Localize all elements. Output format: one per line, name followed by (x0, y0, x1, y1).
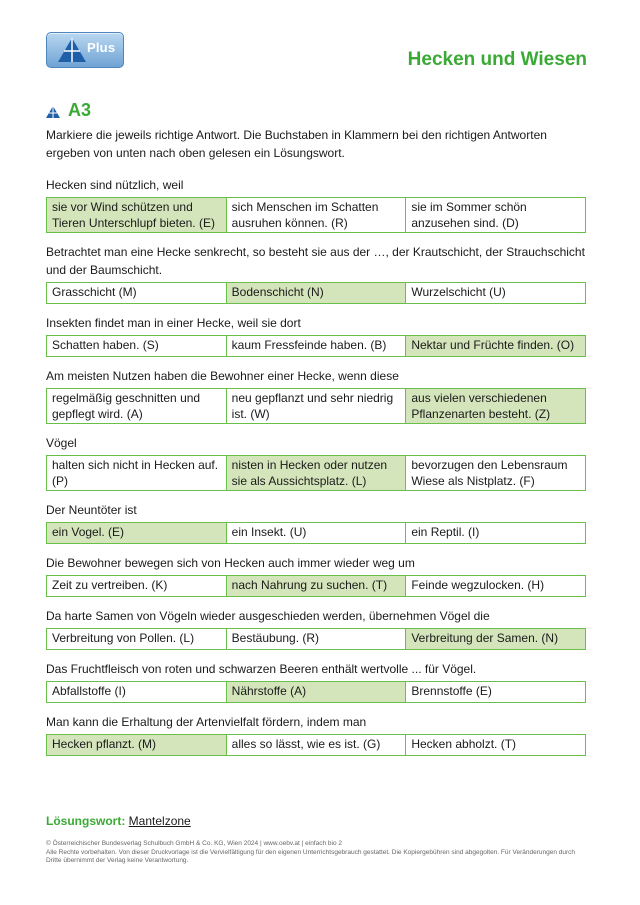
answer-row (46, 282, 586, 304)
answer-option[interactable]: sie im Sommer schön anzusehen sind. (D) (405, 198, 585, 232)
answer-option[interactable]: Zeit zu vertreiben. (K) (52, 578, 168, 592)
question-block (46, 554, 586, 597)
answer-option[interactable]: Grasschicht (M) (52, 285, 137, 299)
question-text: Insekten findet man in einer Hecke, weil sie dort (46, 316, 301, 330)
solution-word: Mantelzone (128, 814, 191, 828)
question-text: Am meisten Nutzen haben die Bewohner einer Hecke, wenn diese (46, 369, 399, 383)
answer-option-correct[interactable]: sie vor Wind schützen und Tieren Unterschlupf bieten. (E) (47, 198, 226, 232)
answer-option[interactable]: ein Reptil. (I) (405, 523, 585, 543)
answer-option[interactable]: Wurzelschicht (U) (405, 283, 585, 303)
page-title: Hecken und Wiesen (407, 49, 587, 70)
answer-row (46, 522, 586, 544)
answer-option-correct[interactable]: Nektar und Früchte finden. (O) (405, 336, 585, 356)
answer-option[interactable]: alles so lässt, wie es ist. (G) (226, 735, 406, 755)
question-text: Die Bewohner bewegen sich von Hecken auch immer wieder weg um (46, 556, 415, 570)
answer-option-correct[interactable]: ein Vogel. (E) (47, 523, 226, 543)
answer-row (46, 335, 586, 357)
question-list (46, 176, 586, 766)
answer-option[interactable]: halten sich nicht in Hecken auf. (P) (52, 458, 219, 488)
answer-option[interactable]: Brennstoffe (E) (405, 682, 585, 702)
answer-option-correct[interactable]: Bodenschicht (N) (226, 283, 406, 303)
logo-text: Plus (87, 40, 116, 55)
answer-option[interactable]: sich Menschen im Schatten ausruhen können. (R) (226, 198, 406, 232)
question-block (46, 501, 586, 544)
answer-row (46, 455, 586, 491)
question-block (46, 243, 586, 304)
question-block (46, 713, 586, 756)
answer-row (46, 197, 586, 233)
task-instructions: Markiere die jeweils richtige Antwort. Die Buchstaben in Klammern bei den richtigen Antworten ergeben von unten nach oben gelesen ein Lösungswort. (46, 128, 547, 160)
answer-option[interactable]: Hecken abholzt. (T) (405, 735, 585, 755)
answer-option[interactable]: Verbreitung von Pollen. (L) (52, 631, 195, 645)
question-text: Das Fruchtfleisch von roten und schwarzen Beeren enthält wertvolle ... für Vögel. (46, 662, 477, 676)
answer-option[interactable]: ein Insekt. (U) (226, 523, 406, 543)
answer-option-correct[interactable]: Verbreitung der Samen. (N) (405, 629, 585, 649)
pyramid-icon (57, 37, 87, 63)
answer-option[interactable]: regelmäßig geschnitten und gepflegt wird. (A) (52, 391, 201, 421)
task-triangle-icon (46, 106, 60, 118)
question-text: Hecken sind nützlich, weil (46, 178, 184, 192)
answer-option[interactable]: Feinde wegzulocken. (H) (405, 576, 585, 596)
question-block (46, 314, 586, 357)
answer-option[interactable]: neu gepflanzt und sehr niedrig ist. (W) (226, 389, 406, 423)
answer-option-correct[interactable]: nach Nahrung zu suchen. (T) (226, 576, 406, 596)
answer-option[interactable]: Schatten haben. (S) (52, 338, 159, 352)
answer-option[interactable]: Bestäubung. (R) (226, 629, 406, 649)
plus-logo (46, 32, 124, 68)
answer-row (46, 681, 586, 703)
question-block (46, 434, 586, 491)
answer-option-correct[interactable]: aus vielen verschiedenen Pflanzenarten besteht. (Z) (405, 389, 585, 423)
answer-option[interactable]: bevorzugen den Lebensraum Wiese als Nistplatz. (F) (405, 456, 585, 490)
question-block (46, 660, 586, 703)
question-text: Da harte Samen von Vögeln wieder ausgeschieden werden, übernehmen Vögel die (46, 609, 490, 623)
answer-row (46, 388, 586, 424)
footer-line-1: © Österreichischer Bundesverlag Schulbuch GmbH & Co. KG, Wien 2024 | www.oebv.at | einfach bio 2 (46, 840, 342, 847)
answer-row (46, 734, 586, 756)
solution-label: Lösungswort: (46, 814, 126, 828)
answer-row (46, 575, 586, 597)
answer-option-correct[interactable]: nisten in Hecken oder nutzen sie als Aussichtsplatz. (L) (226, 456, 406, 490)
question-text: Vögel (46, 436, 77, 450)
question-block (46, 176, 586, 233)
question-text: Betrachtet man eine Hecke senkrecht, so besteht sie aus der …, der Krautschicht, der Strauchschicht und der Baumschicht. (46, 245, 585, 277)
question-text: Der Neuntöter ist (46, 503, 137, 517)
answer-option-correct[interactable]: Hecken pflanzt. (M) (47, 735, 226, 755)
answer-row (46, 628, 586, 650)
question-text: Man kann die Erhaltung der Artenvielfalt fördern, indem man (46, 715, 367, 729)
question-block (46, 607, 586, 650)
answer-option-correct[interactable]: Nährstoffe (A) (226, 682, 406, 702)
answer-option[interactable]: kaum Fressfeinde haben. (B) (226, 336, 406, 356)
solution-line (46, 814, 191, 828)
task-label: A3 (68, 100, 92, 120)
footer-line-2: Alle Rechte vorbehalten. Von dieser Druckvorlage ist die Vervielfältigung für den eigenen Unterrichtsgebrauch gestattet. Die Kopiergebühren sind abgegolten. Für Veränderungen durch Dritte übernimmt der Verlag keine Verantwortung. (46, 848, 575, 864)
copyright-footer (46, 840, 586, 866)
question-block (46, 367, 586, 424)
answer-option[interactable]: Abfallstoffe (I) (52, 684, 126, 698)
